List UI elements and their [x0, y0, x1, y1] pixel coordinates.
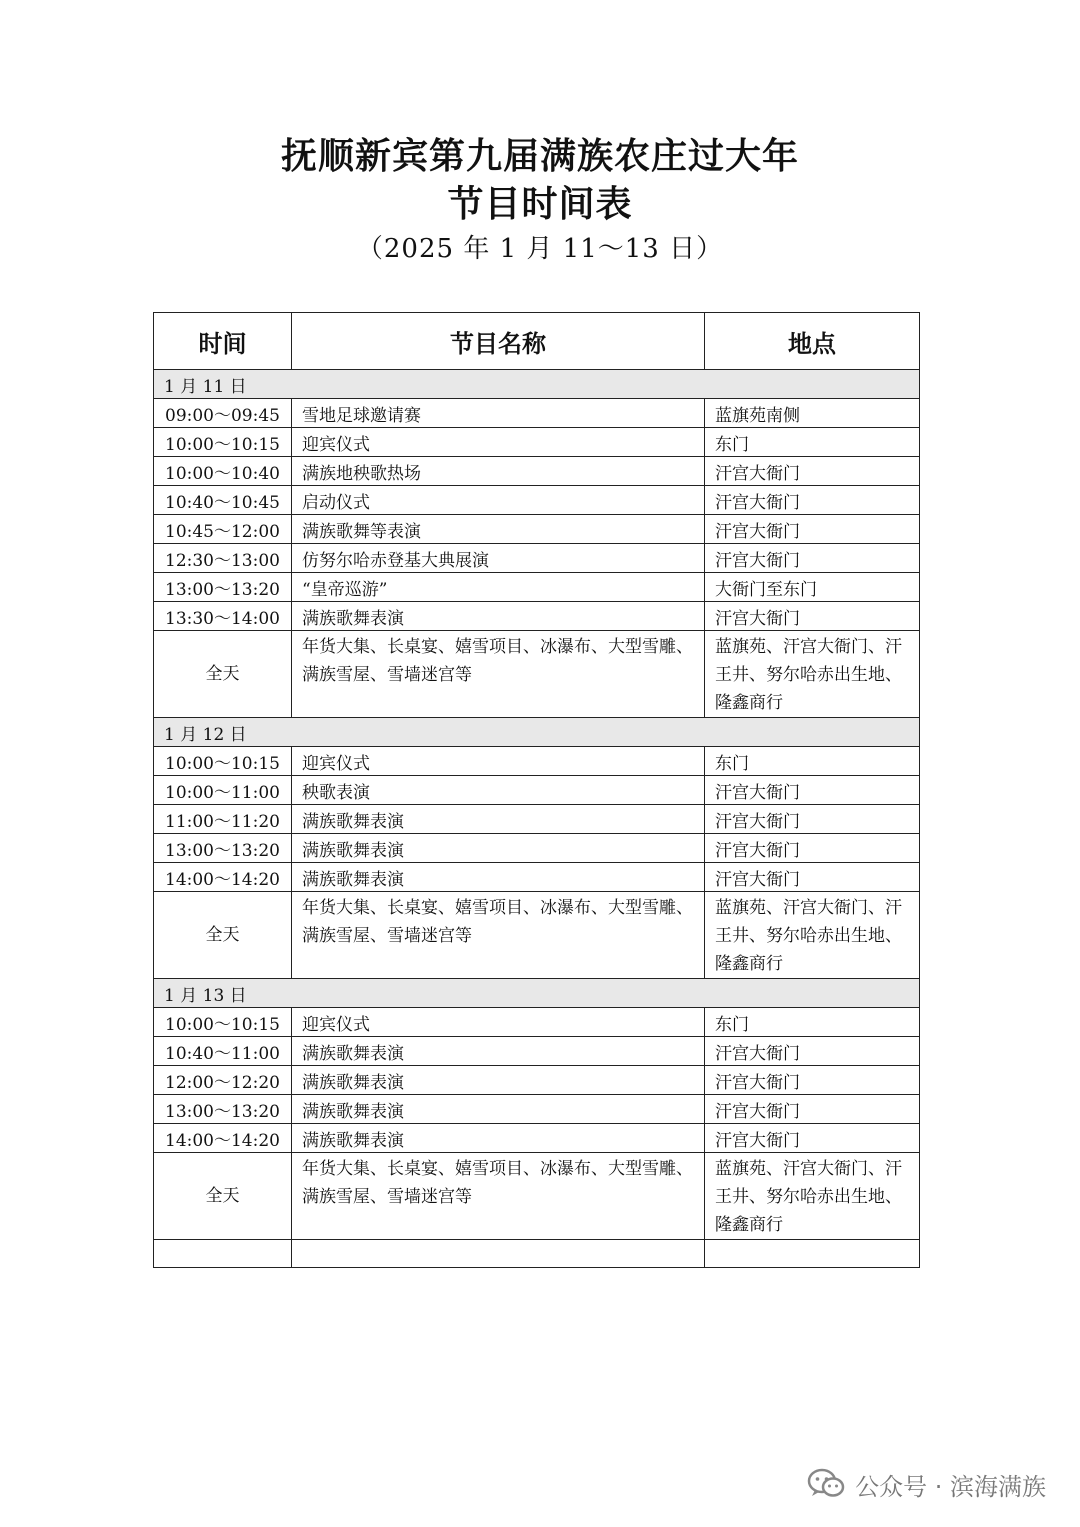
header-location: 地点: [705, 313, 920, 370]
location-cell: 汗宫大衙门: [705, 544, 920, 573]
program-name-cell: 仿努尔哈赤登基大典展演: [292, 544, 705, 573]
location-cell: 汗宫大衙门: [705, 805, 920, 834]
table-row: [154, 1008, 920, 1037]
date-cell: 1 月 13 日: [154, 979, 920, 1008]
location-cell: 东门: [705, 747, 920, 776]
time-cell: 12:30～13:00: [154, 544, 292, 573]
table-row: [154, 544, 920, 573]
time-cell: 13:00～13:20: [154, 834, 292, 863]
table-row: [154, 573, 920, 602]
location-cell: 汗宫大衙门: [705, 834, 920, 863]
watermark-text: 公众号 · 滨海满族: [855, 1472, 1046, 1501]
wechat-icon: [807, 1468, 845, 1500]
time-cell: 14:00～14:20: [154, 1124, 292, 1153]
program-name-cell: 启动仪式: [292, 486, 705, 515]
location-cell: 东门: [705, 428, 920, 457]
table-row: [154, 428, 920, 457]
location-cell: 蓝旗苑、汗宫大衙门、汗王井、努尔哈赤出生地、隆鑫商行: [705, 892, 920, 979]
program-name-cell: 迎宾仪式: [292, 1008, 705, 1037]
time-cell: 10:00～10:15: [154, 747, 292, 776]
location-cell: 蓝旗苑、汗宫大衙门、汗王井、努尔哈赤出生地、隆鑫商行: [705, 631, 920, 718]
table-row: [154, 1037, 920, 1066]
table-row: [154, 457, 920, 486]
location-cell: 大衙门至东门: [705, 573, 920, 602]
location-cell: 汗宫大衙门: [705, 1037, 920, 1066]
program-name-cell: 满族歌舞表演: [292, 805, 705, 834]
location-cell: 汗宫大衙门: [705, 602, 920, 631]
watermark: [807, 1466, 1046, 1502]
empty-cell: [154, 1240, 292, 1268]
time-cell: 12:00～12:20: [154, 1066, 292, 1095]
program-name-cell: 满族歌舞等表演: [292, 515, 705, 544]
location-cell: 汗宫大衙门: [705, 1066, 920, 1095]
empty-row: [154, 1240, 920, 1268]
program-name-cell: 年货大集、长桌宴、嬉雪项目、冰瀑布、大型雪雕、满族雪屋、雪墙迷宫等: [292, 1153, 705, 1240]
program-name-cell: 年货大集、长桌宴、嬉雪项目、冰瀑布、大型雪雕、满族雪屋、雪墙迷宫等: [292, 631, 705, 718]
header-program-name: 节目名称: [292, 313, 705, 370]
time-cell: 09:00～09:45: [154, 399, 292, 428]
location-cell: 汗宫大衙门: [705, 1124, 920, 1153]
time-cell: 10:00～10:15: [154, 1008, 292, 1037]
program-name-cell: 迎宾仪式: [292, 747, 705, 776]
schedule-table: [153, 312, 920, 1268]
time-cell: 10:00～10:40: [154, 457, 292, 486]
program-name-cell: 满族歌舞表演: [292, 834, 705, 863]
table-row: [154, 863, 920, 892]
program-name-cell: 满族歌舞表演: [292, 1037, 705, 1066]
time-cell: 全天: [154, 892, 292, 979]
program-name-cell: 满族歌舞表演: [292, 602, 705, 631]
program-name-cell: 满族歌舞表演: [292, 1066, 705, 1095]
time-cell: 全天: [154, 1153, 292, 1240]
program-name-cell: 满族歌舞表演: [292, 1124, 705, 1153]
table-row: [154, 486, 920, 515]
location-cell: 蓝旗苑、汗宫大衙门、汗王井、努尔哈赤出生地、隆鑫商行: [705, 1153, 920, 1240]
location-cell: 东门: [705, 1008, 920, 1037]
location-cell: 汗宫大衙门: [705, 776, 920, 805]
empty-cell: [705, 1240, 920, 1268]
time-cell: 14:00～14:20: [154, 863, 292, 892]
time-cell: 13:00～13:20: [154, 573, 292, 602]
date-cell: 1 月 12 日: [154, 718, 920, 747]
time-cell: 10:40～11:00: [154, 1037, 292, 1066]
program-name-cell: 年货大集、长桌宴、嬉雪项目、冰瀑布、大型雪雕、满族雪屋、雪墙迷宫等: [292, 892, 705, 979]
date-cell: 1 月 11 日: [154, 370, 920, 399]
table-row: [154, 805, 920, 834]
program-name-cell: 满族地秧歌热场: [292, 457, 705, 486]
table-row: [154, 776, 920, 805]
location-cell: 蓝旗苑南侧: [705, 399, 920, 428]
program-name-cell: 雪地足球邀请赛: [292, 399, 705, 428]
allday-row: [154, 892, 920, 979]
table-row: [154, 602, 920, 631]
schedule-body: [154, 370, 920, 1268]
allday-row: [154, 1153, 920, 1240]
date-row: [154, 718, 920, 747]
table-row: [154, 747, 920, 776]
program-name-cell: 秧歌表演: [292, 776, 705, 805]
table-row: [154, 1095, 920, 1124]
time-cell: 13:30～14:00: [154, 602, 292, 631]
table-row: [154, 399, 920, 428]
time-cell: 10:00～11:00: [154, 776, 292, 805]
document-title-line1: 抚顺新宾第九届满族农庄过大年: [280, 135, 799, 177]
program-name-cell: 满族歌舞表演: [292, 1095, 705, 1124]
date-row: [154, 370, 920, 399]
allday-row: [154, 631, 920, 718]
time-cell: 11:00～11:20: [154, 805, 292, 834]
empty-cell: [292, 1240, 705, 1268]
date-row: [154, 979, 920, 1008]
document-date-range: （2025 年 1 月 11～13 日）: [356, 234, 724, 264]
program-name-cell: “皇帝巡游”: [292, 573, 705, 602]
location-cell: 汗宫大衙门: [705, 457, 920, 486]
document-title-line2: 节目时间表: [447, 183, 633, 225]
table-row: [154, 1124, 920, 1153]
time-cell: 10:40～10:45: [154, 486, 292, 515]
location-cell: 汗宫大衙门: [705, 486, 920, 515]
time-cell: 10:00～10:15: [154, 428, 292, 457]
table-row: [154, 834, 920, 863]
program-name-cell: 满族歌舞表演: [292, 863, 705, 892]
header-time: 时间: [154, 313, 292, 370]
location-cell: 汗宫大衙门: [705, 515, 920, 544]
time-cell: 13:00～13:20: [154, 1095, 292, 1124]
program-name-cell: 迎宾仪式: [292, 428, 705, 457]
time-cell: 10:45～12:00: [154, 515, 292, 544]
table-row: [154, 515, 920, 544]
table-row: [154, 1066, 920, 1095]
location-cell: 汗宫大衙门: [705, 863, 920, 892]
location-cell: 汗宫大衙门: [705, 1095, 920, 1124]
table-header-row: [154, 313, 920, 370]
time-cell: 全天: [154, 631, 292, 718]
